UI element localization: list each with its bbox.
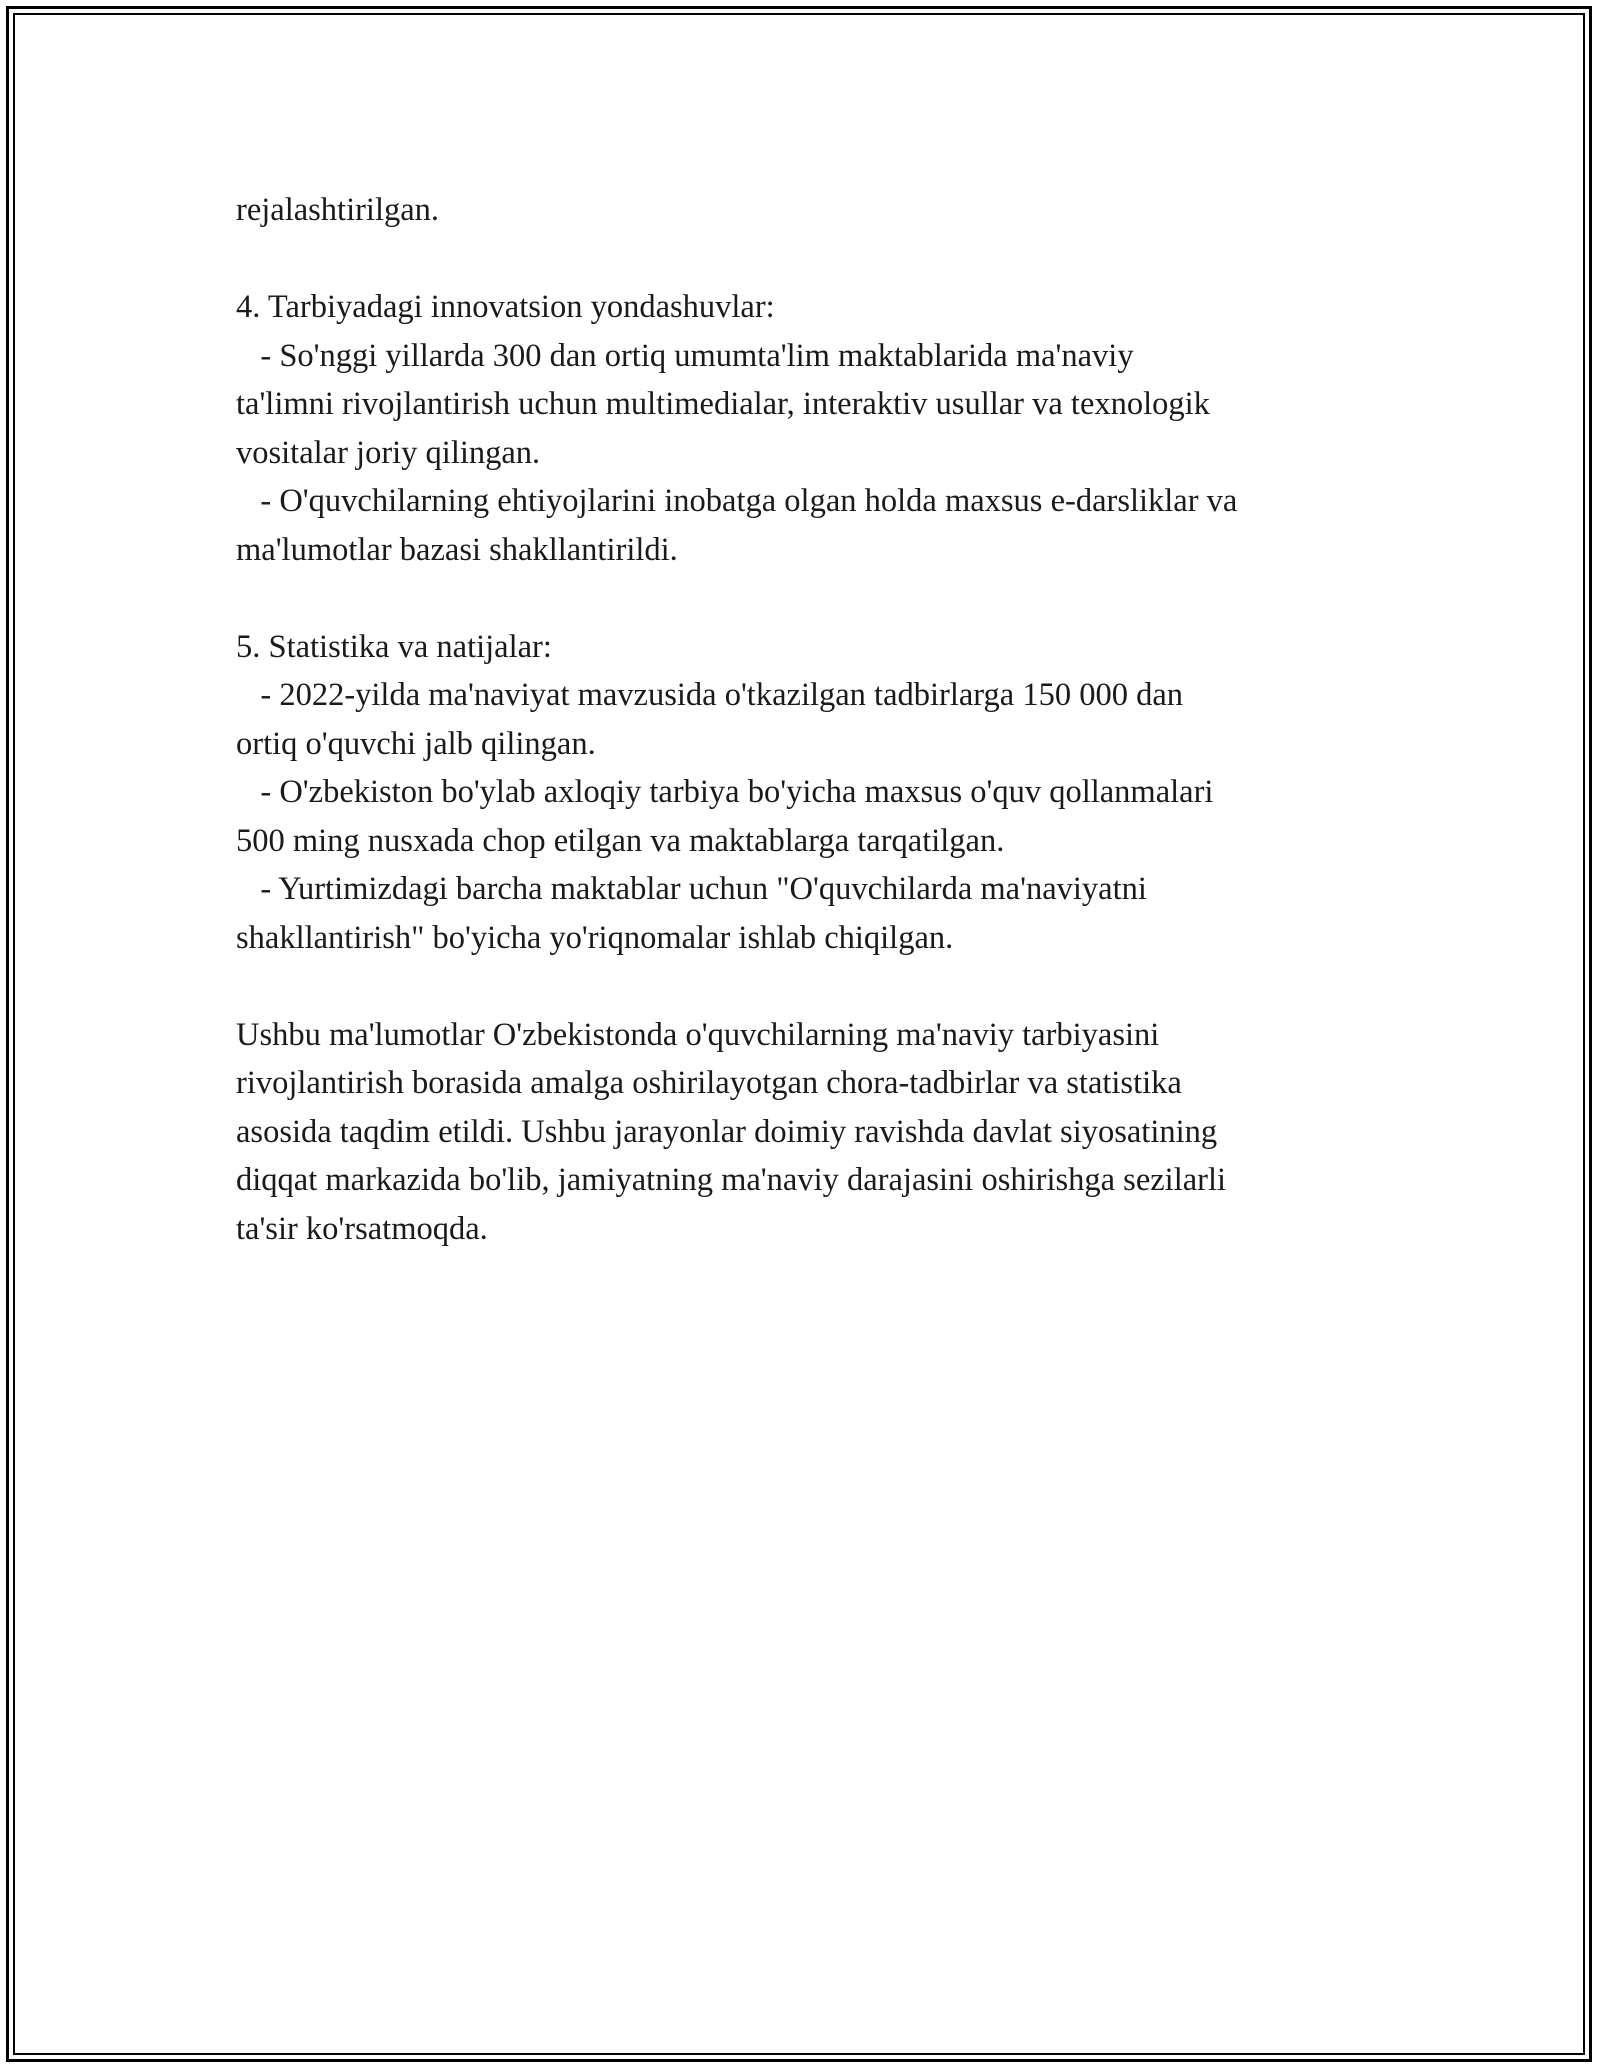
- conclusion-line: asosida taqdim etildi. Ushbu jarayonlar doimiy ravishda davlat siyosatining: [236, 1113, 1218, 1150]
- section-4-line: ta'limni rivojlantirish uchun multimedialar, interaktiv usullar va texnologik: [236, 386, 1210, 422]
- section-4-line: - So'nggi yillarda 300 dan ortiq umumta'lim maktablarida ma'naviy: [236, 337, 1134, 374]
- section-5-line: - O'zbekiston bo'ylab axloqiy tarbiya bo'yicha maxsus o'quv qollanmalari: [236, 774, 1214, 810]
- paragraph-gap: [236, 962, 1386, 1011]
- paragraph-gap: [236, 574, 1386, 623]
- section-5-line: - Yurtimizdagi barcha maktablar uchun "O'quvchilarda ma'naviyatni: [236, 871, 1147, 907]
- section-5-line: shakllantirish" bo'yicha yo'riqnomalar ishlab chiqilgan.: [236, 919, 954, 956]
- continuation-line: rejalashtirilgan.: [236, 192, 440, 228]
- section-5-heading: 5. Statistika va natijalar:: [236, 628, 552, 665]
- section-5-line: - 2022-yilda ma'naviyat mavzusida o'tkazilgan tadbirlarga 150 000 dan: [236, 677, 1184, 713]
- conclusion-line: rivojlantirish borasida amalga oshirilayotgan chora-tadbirlar va statistika: [236, 1065, 1182, 1101]
- document-body: [236, 186, 1386, 1253]
- section-4-heading: 4. Tarbiyadagi innovatsion yondashuvlar:: [236, 289, 775, 325]
- paragraph-gap: [236, 235, 1386, 284]
- section-5-line: ortiq o'quvchi jalb qilingan.: [236, 725, 596, 762]
- section-4-line: vositalar joriy qilingan.: [236, 434, 541, 471]
- section-4-line: ma'lumotlar bazasi shakllantirildi.: [236, 531, 678, 568]
- section-4-line: - O'quvchilarning ehtiyojlarini inobatga olgan holda maxsus e-darsliklar va: [236, 483, 1238, 519]
- conclusion-line: diqqat markazida bo'lib, jamiyatning ma'naviy darajasini oshirishga sezilarli: [236, 1162, 1227, 1198]
- conclusion-line: ta'sir ko'rsatmoqda.: [236, 1210, 488, 1247]
- conclusion-line: Ushbu ma'lumotlar O'zbekistonda o'quvchilarning ma'naviy tarbiyasini: [236, 1016, 1160, 1053]
- section-5-line: 500 ming nusxada chop etilgan va maktablarga tarqatilgan.: [236, 822, 1005, 859]
